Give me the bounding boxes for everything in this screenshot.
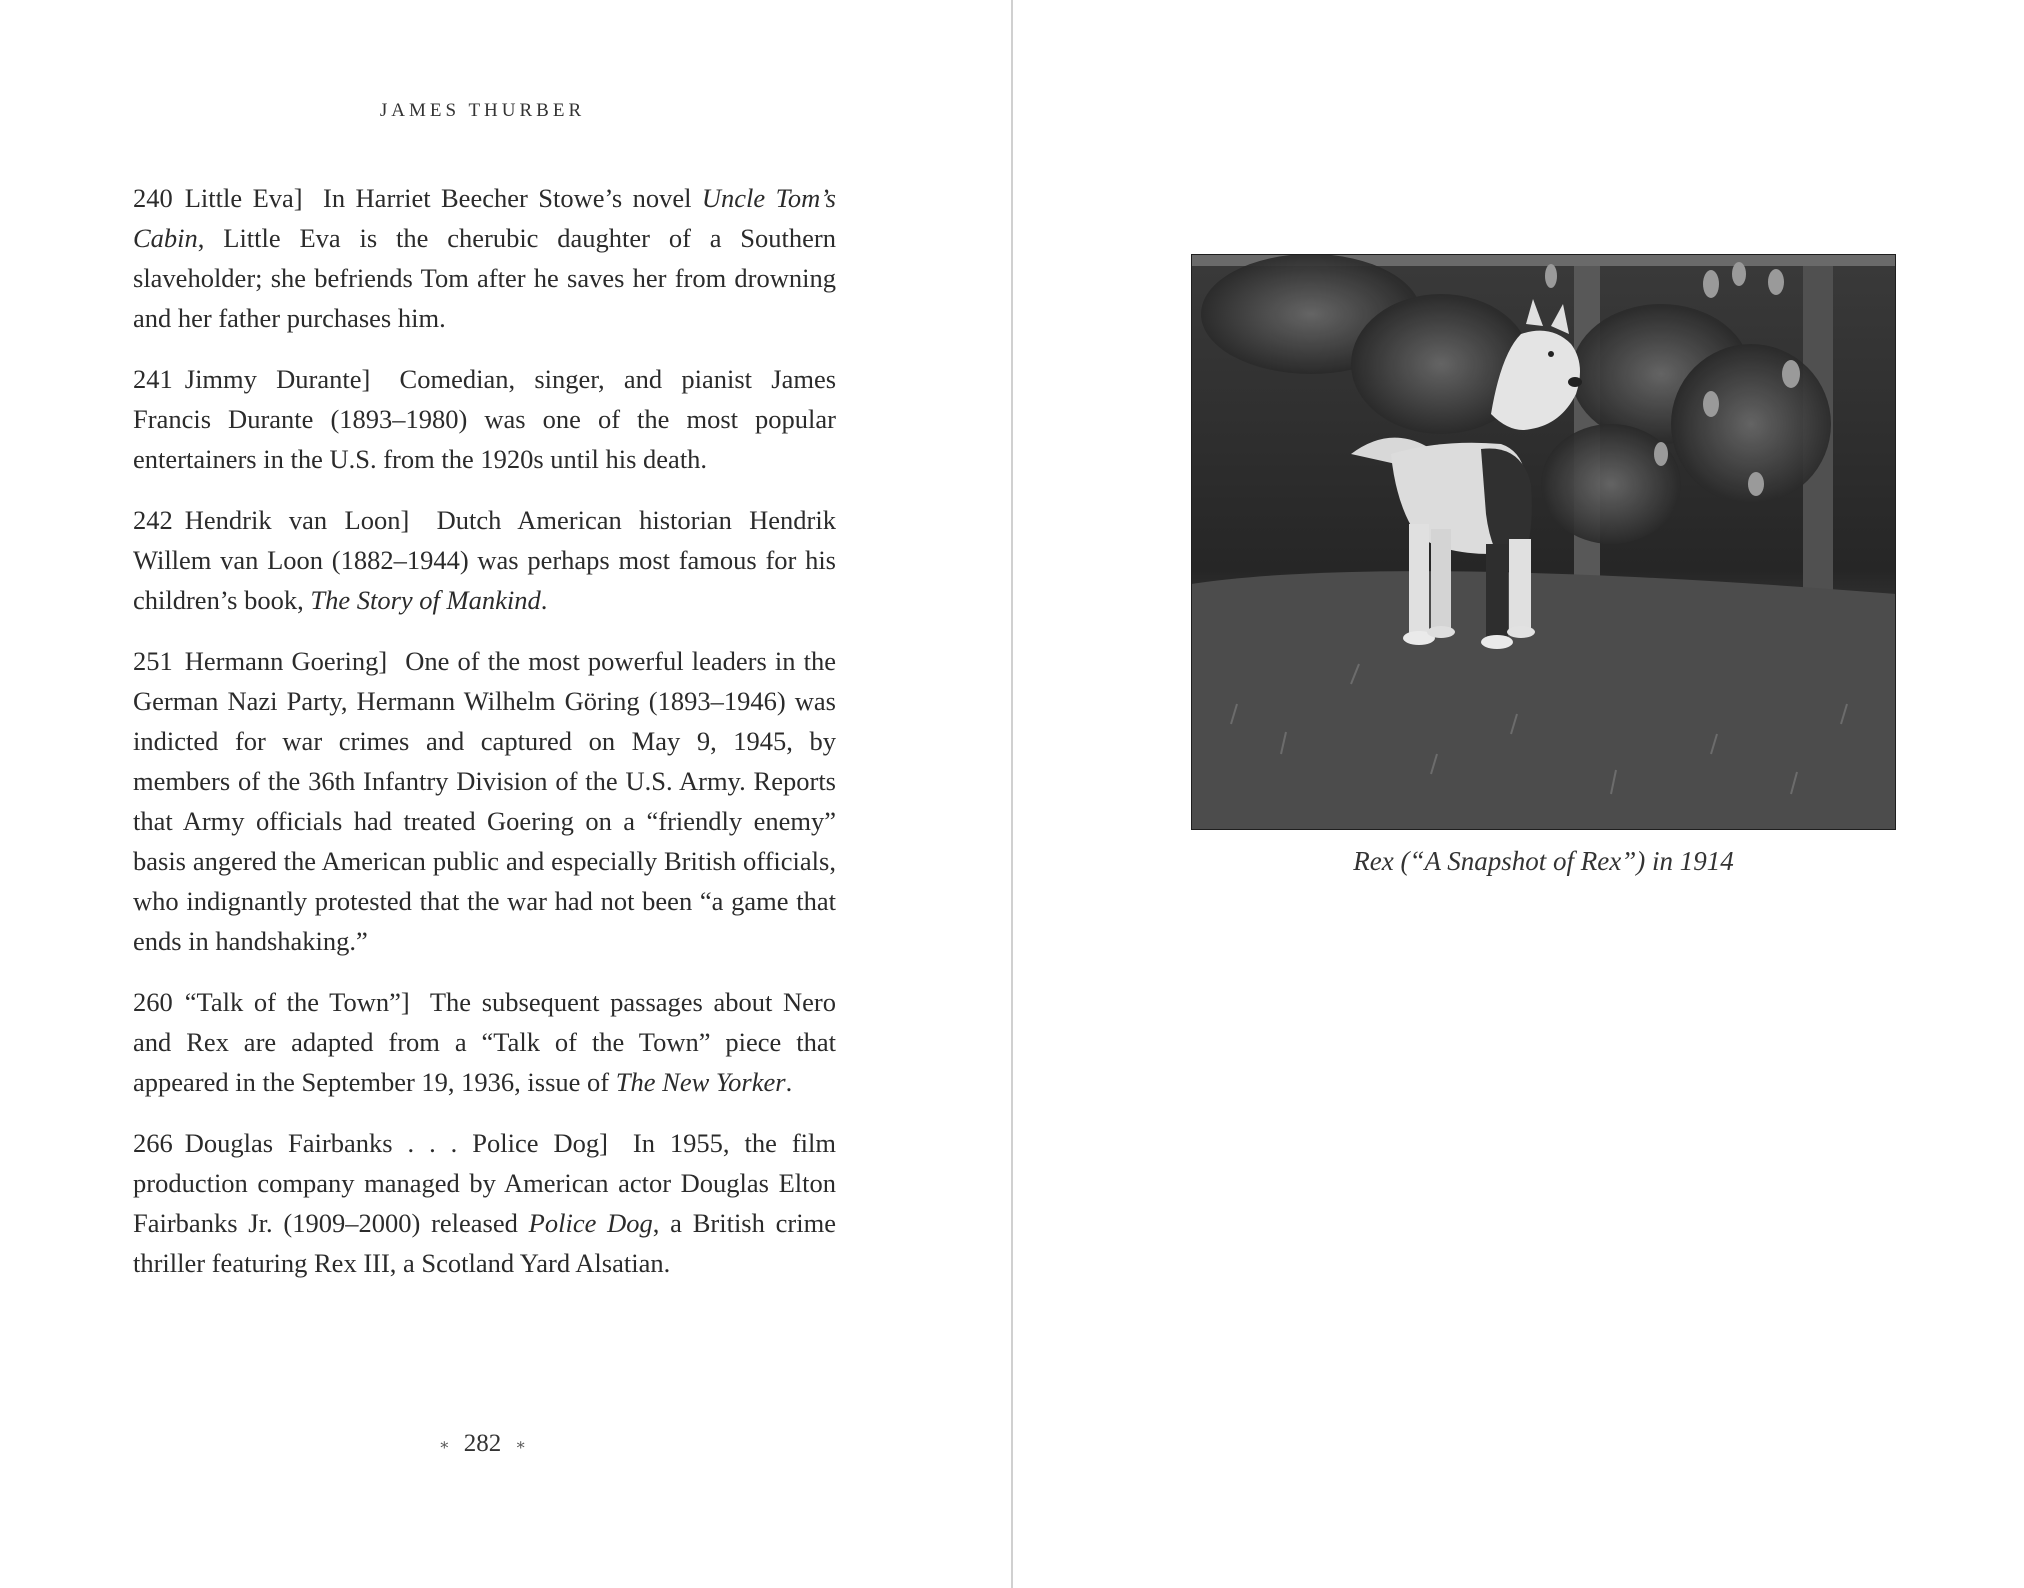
note-text: In 1955, the film production company managed by American actor Douglas Elton Fairbanks Jr. (1909–2000) released [133, 1128, 837, 1238]
endnote [133, 359, 836, 479]
endnote [133, 641, 836, 961]
note-number: 242 [133, 505, 173, 535]
note-lemma: Little Eva] [184, 183, 303, 213]
note-lemma: Hermann Goering] [184, 646, 388, 676]
note-italic-title: The Story of Mankind [310, 585, 541, 615]
dog-photograph [1191, 254, 1896, 830]
endnote [133, 178, 836, 338]
note-lemma: Hendrik van Loon] [184, 505, 410, 535]
note-lemma: Douglas Fairbanks . . . Police Dog] [184, 1128, 608, 1158]
note-italic-title: Police Dog [528, 1208, 653, 1238]
left-page [0, 0, 1011, 1588]
note-number: 241 [133, 364, 173, 394]
note-text: The subsequent passages about Nero and Rex are adapted from a “Talk of the Town” piece that appeared in the September 19, 1936, issue of [133, 987, 836, 1097]
note-text-end: , Little Eva is the cherubic daughter of a Southern slaveholder; she befriends Tom after he saves her from drowning and her father purchases him. [133, 223, 836, 333]
note-text-end: , a British crime thriller featuring Rex III, a Scotland Yard Alsatian. [133, 1208, 836, 1278]
ornament-left: ∗ [438, 1437, 450, 1455]
note-text-end: . [540, 585, 548, 615]
note-number: 266 [133, 1128, 173, 1158]
right-page [1013, 0, 2024, 1588]
page-number: 282 [463, 1430, 502, 1457]
note-text: One of the most powerful leaders in the German Nazi Party, Hermann Wilhelm Göring (1893–1946) was indicted for war crimes and captured on May 9, 1945, by members of the 36th Infantry Division of the U.S. Army. Reports that Army officials had treated Goering on a “friendly enemy” basis angered the American public and especially British officials, who indignantly protested that the war had not been “a game that ends in handshaking.” [133, 646, 837, 956]
endnote [133, 500, 836, 620]
note-text: Dutch American historian Hendrik Willem van Loon (1882–1944) was perhaps most famous for his children’s book, [133, 505, 836, 615]
note-number: 240 [133, 183, 173, 213]
note-number: 260 [133, 987, 173, 1017]
endnote [133, 1123, 836, 1283]
note-text: In Harriet Beecher Stowe’s novel [323, 183, 702, 213]
endnote [133, 982, 836, 1102]
note-lemma: “Talk of the Town”] [184, 987, 410, 1017]
note-lemma: Jimmy Durante] [184, 364, 371, 394]
note-text-end: . [785, 1067, 793, 1097]
endnotes-list [133, 178, 836, 1304]
note-number: 251 [133, 646, 173, 676]
running-head: JAMES THURBER [379, 100, 586, 121]
note-italic-title: Uncle Tom’s Cabin [133, 183, 836, 253]
folio [0, 1430, 965, 1458]
dog-photo-illustration [1191, 254, 1896, 830]
note-italic-title: The New Yorker [615, 1067, 786, 1097]
note-text: Comedian, singer, and pianist James Francis Durante (1893–1980) was one of the most popular entertainers in the U.S. from the 1920s until his death. [133, 364, 837, 474]
ornament-right: ∗ [515, 1437, 527, 1455]
photo-caption: Rex (“A Snapshot of Rex”) in 1914 [1353, 846, 1734, 876]
